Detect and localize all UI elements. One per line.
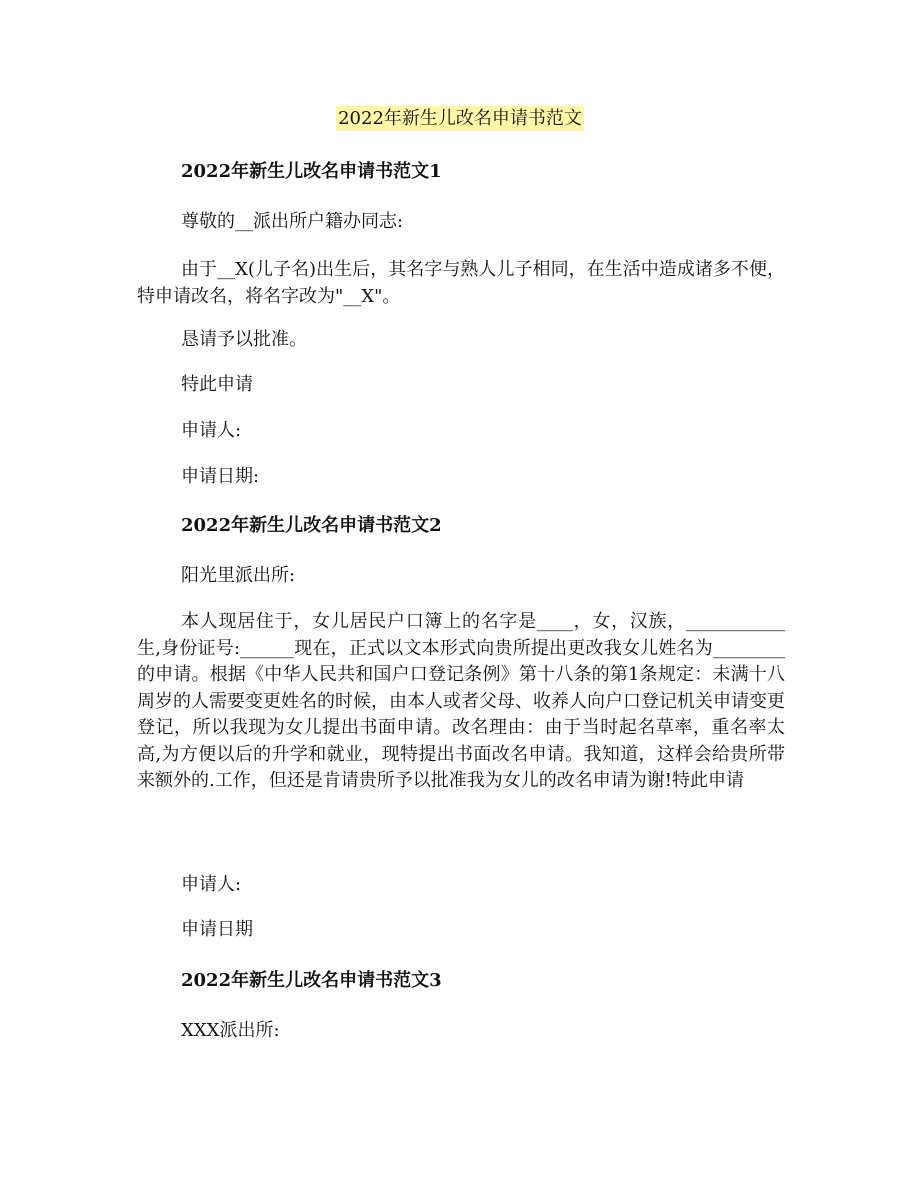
section-1-applicant: 申请人: (181, 420, 242, 441)
document-title-text: 2022年新生儿改名申请书范文 (338, 108, 582, 129)
section-1-closing: 特此申请 (181, 374, 253, 395)
section-2-applicant: 申请人: (181, 874, 242, 895)
section-2-body: 本人现居住于，女儿居民户口簿上的名字是____，女，汉族，___________生,身份证号:______现在，正式以文本形式向贵所提出更改我女儿姓名为________的申请。根据《中华人民共和国户口登记条例》第十八条的第1条规定：未满十八周岁的人需要变更姓名的时候，由本人或者父母、收养人向户口登记机关申请变更登记，所以我现为女儿提出书面申请。改名理由：由于当时起名草率，重名率太高,为方便以后的升学和就业，现特提出书面改名申请。我知道，这样会给贵所带来额外的.工作，但还是肯请贵所予以批准我为女儿的改名申请为谢!特此申请 (137, 611, 785, 791)
section-2-heading: 2022年新生儿改名申请书范文2 (181, 515, 442, 536)
section-1-heading: 2022年新生儿改名申请书范文1 (181, 161, 442, 182)
section-2-date: 申请日期 (181, 919, 253, 940)
section-1-date: 申请日期: (181, 466, 260, 487)
section-1-body: 由于__X(儿子名)出生后，其名字与熟人儿子相同，在生活中造成诸多不便，特申请改名，将名字改为"__X"。 (137, 259, 785, 307)
section-3-heading: 2022年新生儿改名申请书范文3 (181, 970, 442, 991)
section-1-salutation: 尊敬的__派出所户籍办同志: (181, 211, 404, 232)
section-3-salutation: XXX派出所: (181, 1020, 280, 1041)
document-title (0, 104, 920, 134)
section-1-request: 恳请予以批准。 (181, 329, 307, 350)
section-2-salutation: 阳光里派出所: (181, 565, 296, 586)
